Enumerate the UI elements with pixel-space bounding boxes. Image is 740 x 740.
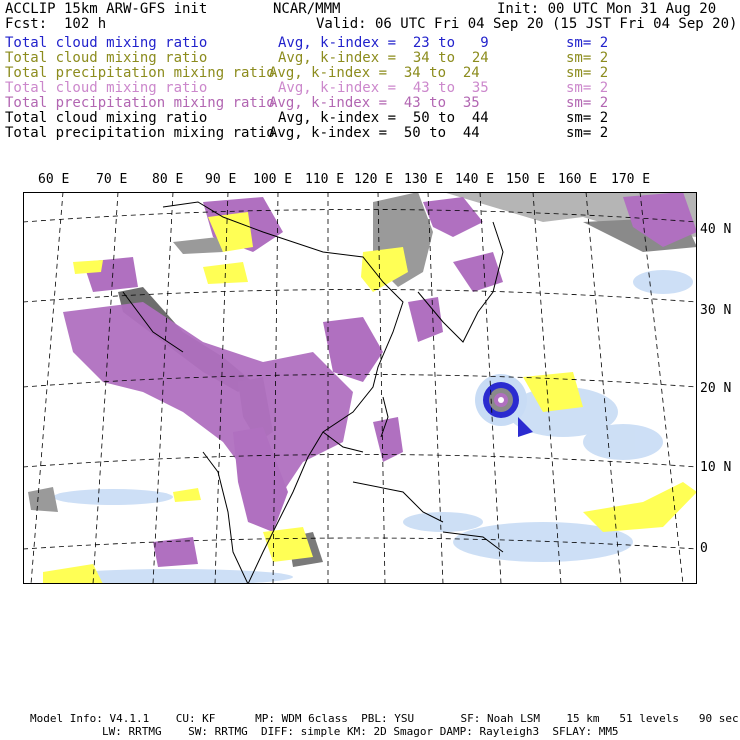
lat-label-40n: 40 N: [700, 222, 732, 237]
lat-label-0: 0: [700, 541, 708, 556]
lon-label-170e: 170 E: [611, 172, 651, 187]
field-name-6: Total precipitation mixing ratio: [5, 125, 275, 141]
lat-label-10n: 10 N: [700, 460, 732, 475]
field-sm-3: sm= 2: [566, 80, 609, 96]
field-avg-6: Avg, k-index = 50 to 44: [269, 125, 480, 141]
field-avg-5: Avg, k-index = 50 to 44: [278, 110, 489, 126]
init-time: Init: 00 UTC Mon 31 Aug 20: [497, 1, 717, 17]
forecast-hour: Fcst: 102 h: [5, 16, 107, 32]
field-avg-2: Avg, k-index = 34 to 24: [269, 65, 480, 81]
field-sm-6: sm= 2: [566, 125, 609, 141]
field-name-3: Total cloud mixing ratio: [5, 80, 208, 96]
lon-label-100e: 100 E: [253, 172, 293, 187]
lon-label-150e: 150 E: [506, 172, 546, 187]
lon-label-160e: 160 E: [558, 172, 598, 187]
field-name-5: Total cloud mixing ratio: [5, 110, 208, 126]
model-info-line2: LW: RRTMG SW: RRTMG DIFF: simple KM: 2D Smagor DAMP: Rayleigh3 SFLAY: MM5: [102, 725, 619, 738]
valid-time: Valid: 06 UTC Fri 04 Sep 20 (15 JST Fri 04 Sep 20): [316, 16, 738, 32]
field-name-2: Total precipitation mixing ratio: [5, 65, 275, 81]
center-label: NCAR/MMM: [273, 1, 341, 17]
lon-label-80e: 80 E: [152, 172, 184, 187]
map-background: [23, 192, 697, 584]
field-avg-0: Avg, k-index = 23 to 9: [278, 35, 489, 51]
field-sm-2: sm= 2: [566, 65, 609, 81]
field-sm-1: sm= 2: [566, 50, 609, 66]
lon-label-90e: 90 E: [205, 172, 237, 187]
lat-label-30n: 30 N: [700, 303, 732, 318]
lon-label-140e: 140 E: [455, 172, 495, 187]
lon-label-130e: 130 E: [404, 172, 444, 187]
field-avg-3: Avg, k-index = 43 to 35: [278, 80, 489, 96]
model-info-line1: Model Info: V4.1.1 CU: KF MP: WDM 6class PBL: YSU SF: Noah LSM 15 km 51 levels 90 sec: [30, 712, 739, 725]
lon-label-60e: 60 E: [38, 172, 70, 187]
field-sm-4: sm= 2: [566, 95, 609, 111]
field-avg-4: Avg, k-index = 43 to 35: [269, 95, 480, 111]
lon-label-120e: 120 E: [354, 172, 394, 187]
model-title: ACCLIP 15km ARW-GFS init: [5, 1, 208, 17]
field-sm-5: sm= 2: [566, 110, 609, 126]
lon-label-110e: 110 E: [305, 172, 345, 187]
field-sm-0: sm= 2: [566, 35, 609, 51]
lon-label-70e: 70 E: [96, 172, 128, 187]
field-name-0: Total cloud mixing ratio: [5, 35, 208, 51]
field-name-4: Total precipitation mixing ratio: [5, 95, 275, 111]
lat-label-20n: 20 N: [700, 381, 732, 396]
field-avg-1: Avg, k-index = 34 to 24: [278, 50, 489, 66]
field-name-1: Total cloud mixing ratio: [5, 50, 208, 66]
weather-map: [23, 192, 697, 584]
